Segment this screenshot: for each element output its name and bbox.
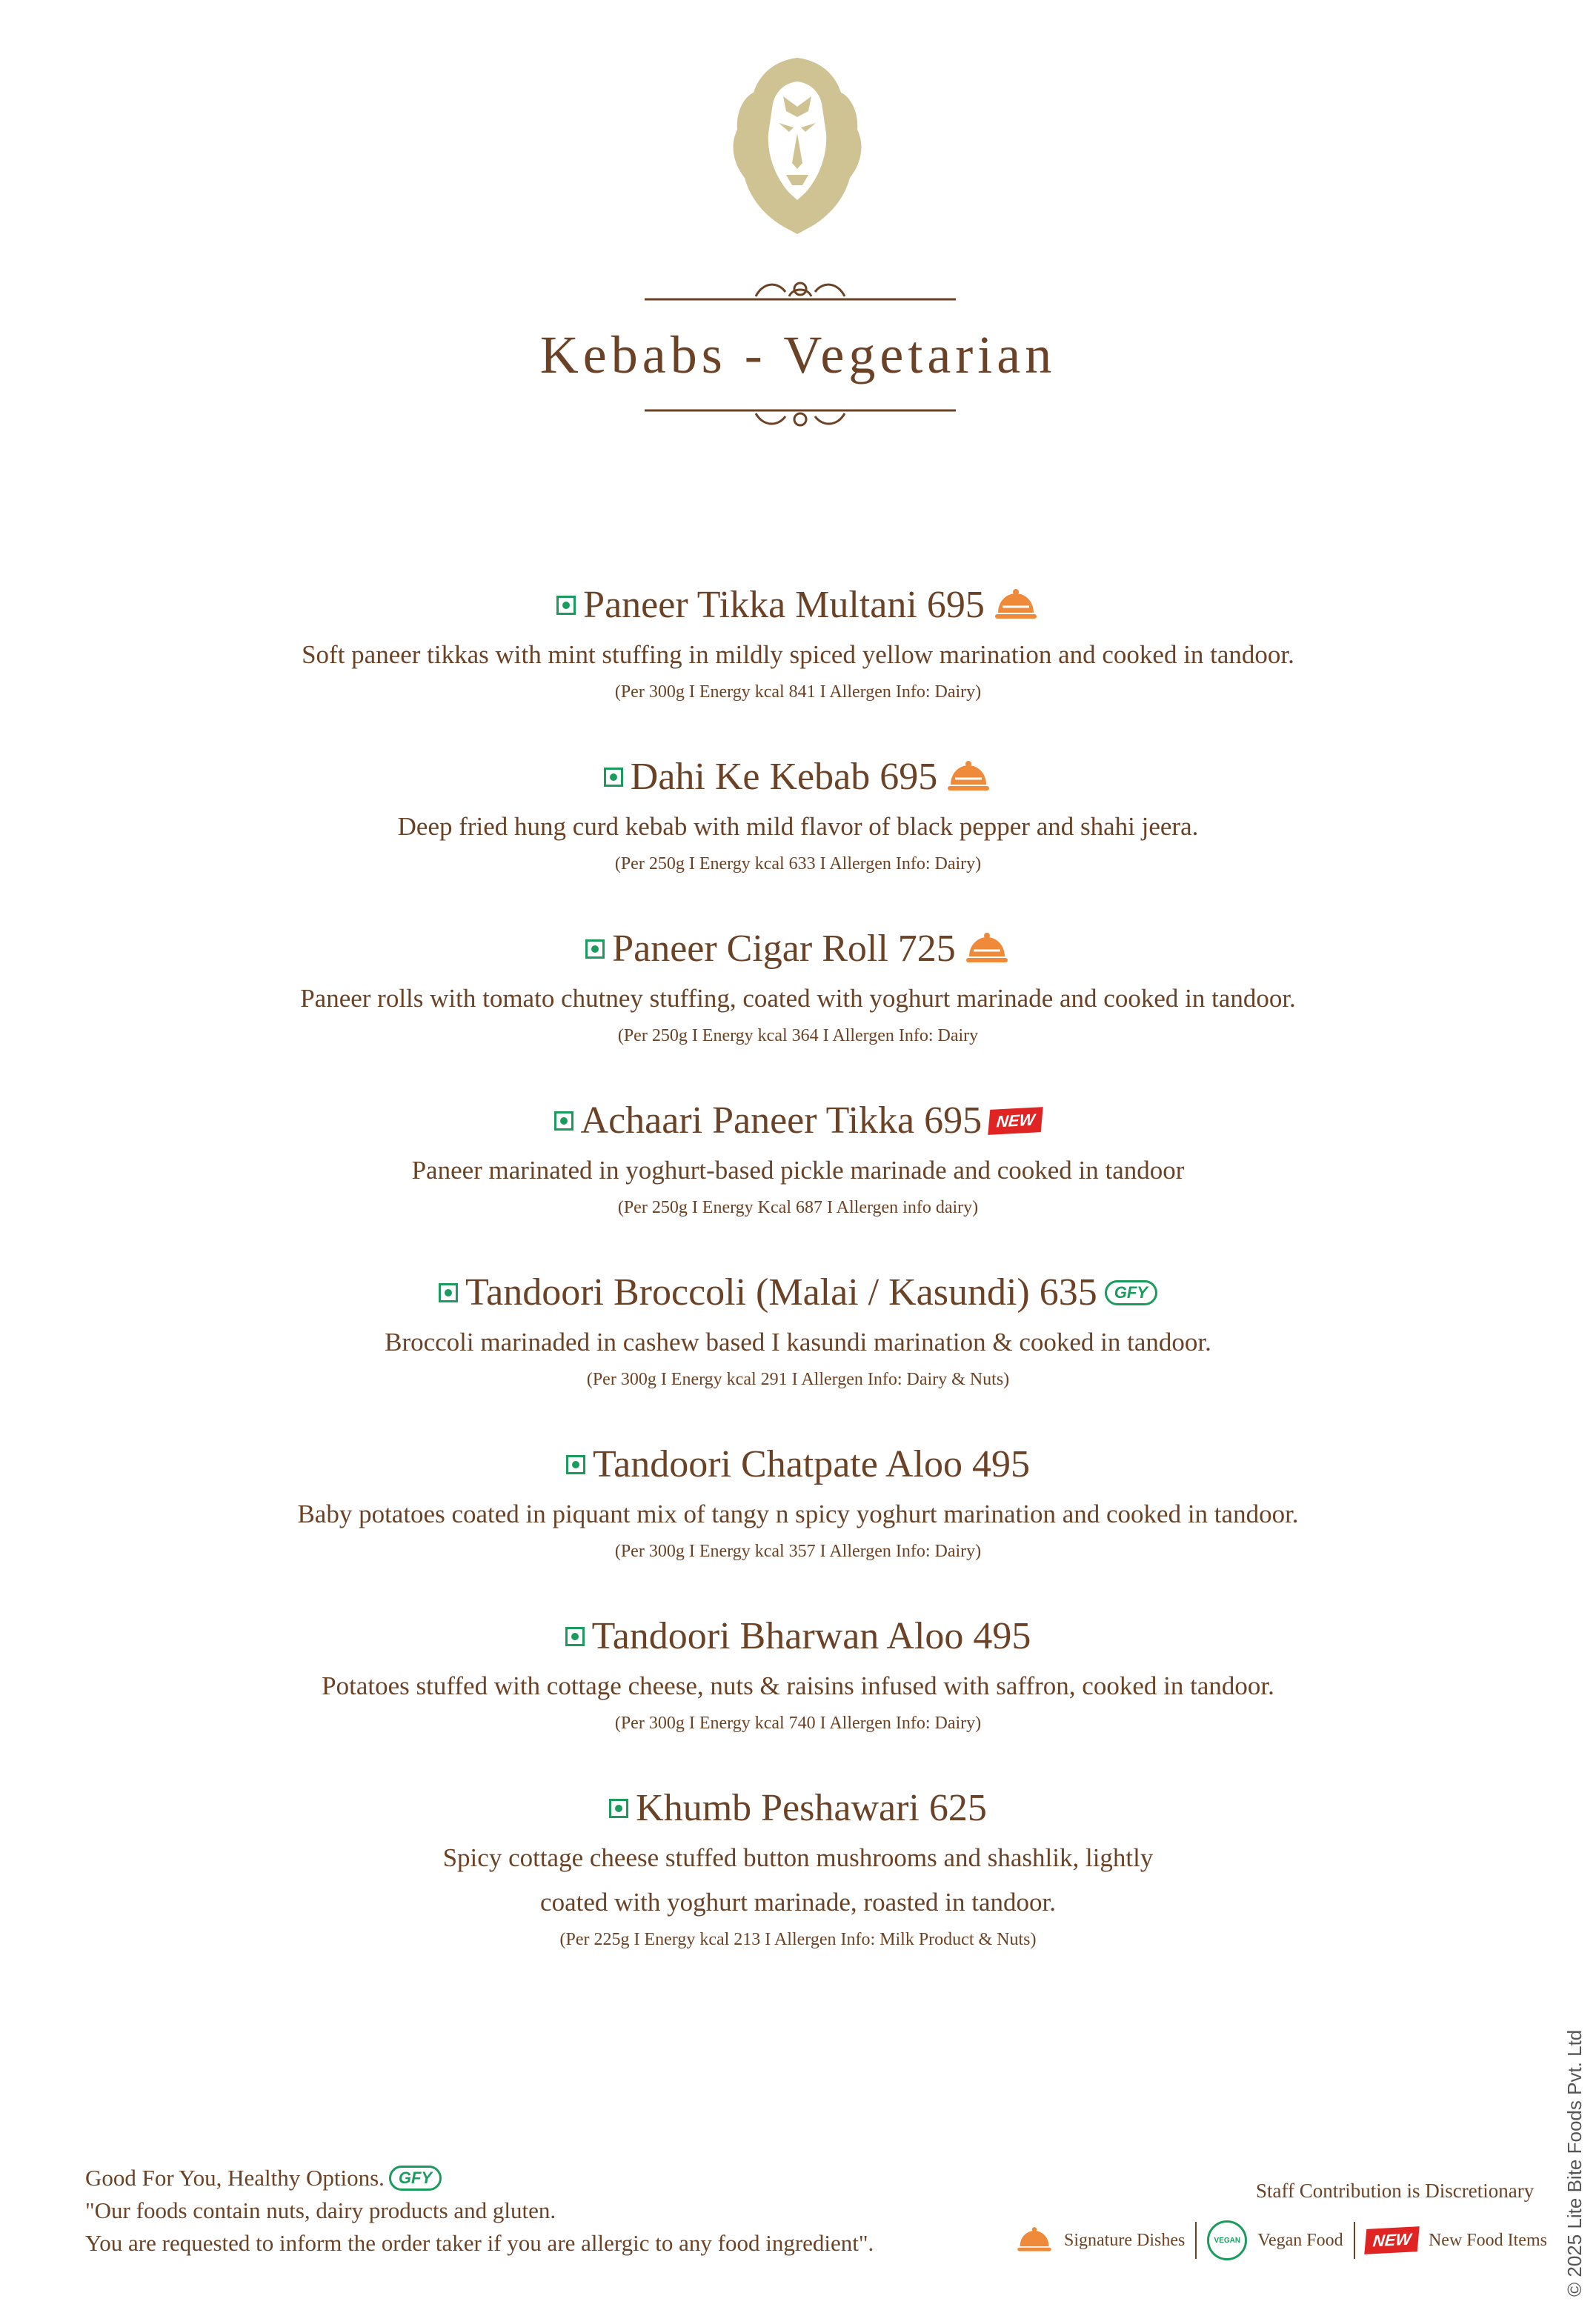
allergen-note-line1: "Our foods contain nuts, dairy products and gluten. (85, 2197, 556, 2223)
page-title: Kebabs - Vegetarian (539, 325, 1057, 385)
staff-contribution-note: Staff Contribution is Discretionary (1256, 2180, 1535, 2202)
menu-item-header (0, 1609, 1596, 1664)
gfy-badge: GFY (1105, 1280, 1157, 1305)
cloche-icon (1015, 2226, 1054, 2255)
menu-item-header (0, 750, 1596, 805)
menu-item-nutrition: (Per 300g I Energy kcal 841 I Allergen Info: Dairy) (614, 682, 982, 702)
new-badge: NEW (1364, 2226, 1420, 2254)
menu-item-description: Deep fried hung curd kebab with mild flavor of black pepper and shahi jeera. (397, 812, 1199, 841)
menu-item-header (0, 1265, 1596, 1320)
menu-item-name: Tandoori Chatpate Aloo 495 (593, 1443, 1030, 1485)
gfy-note: Good For You, Healthy Options. (85, 2165, 385, 2191)
menu-item-nutrition: (Per 250g I Energy kcal 364 I Allergen Info: Dairy (617, 1026, 979, 1045)
legend-separator (1354, 2222, 1355, 2259)
legend-signature-label: Signature Dishes (1064, 2230, 1186, 2250)
menu-item-nutrition: (Per 250g I Energy kcal 633 I Allergen Info: Dairy) (614, 854, 982, 873)
cloche-icon (992, 588, 1040, 623)
menu-item-description-line2: coated with yoghurt marinade, roasted in tandoor. (540, 1888, 1056, 1917)
veg-mark-icon (565, 1627, 585, 1646)
menu-item-name: Achaari Paneer Tikka 695 (580, 1099, 982, 1142)
menu-item-description: Soft paneer tikkas with mint stuffing in mildly spiced yellow marination and cooked in tandoor. (302, 640, 1294, 669)
lion-head-logo (715, 52, 880, 237)
legend-vegan-label: Vegan Food (1257, 2230, 1343, 2250)
menu-item-name: Paneer Tikka Multani 695 (583, 584, 985, 626)
veg-mark-icon (439, 1283, 458, 1302)
veg-mark-icon (609, 1799, 628, 1818)
menu-item (0, 578, 1596, 750)
menu-item-header (0, 1781, 1596, 1836)
allergen-note-line2: You are requested to inform the order taker if you are allergic to any food ingredient". (85, 2230, 874, 2256)
menu-item-header (0, 1437, 1596, 1492)
menu-item-description: Paneer rolls with tomato chutney stuffing, coated with yoghurt marinade and cooked in tandoor. (300, 984, 1296, 1013)
menu-item-name: Paneer Cigar Roll 725 (612, 928, 956, 970)
menu-item-description: Baby potatoes coated in piquant mix of tangy n spicy yoghurt marination and cooked in tandoor. (297, 1499, 1299, 1528)
veg-mark-icon (566, 1455, 585, 1474)
gfy-badge: GFY (389, 2166, 442, 2191)
menu-item (0, 1094, 1596, 1265)
legend-separator (1195, 2222, 1197, 2259)
veg-mark-icon (554, 1111, 573, 1131)
menu-items (0, 578, 1596, 2003)
copyright-notice: © 2025 Lite Bite Foods Pvt. Ltd (1563, 2029, 1586, 2297)
menu-item (0, 1437, 1596, 1609)
menu-item-nutrition: (Per 300g I Energy kcal 740 I Allergen Info: Dairy) (614, 1714, 982, 1733)
menu-item-nutrition: (Per 225g I Energy kcal 213 I Allergen Info: Milk Product & Nuts) (559, 1930, 1037, 1949)
ornamental-divider-bottom (645, 400, 956, 430)
veg-mark-icon (585, 939, 605, 959)
cloche-icon (945, 759, 992, 795)
cloche-icon (963, 931, 1011, 967)
new-badge: NEW (988, 1107, 1043, 1135)
menu-item (0, 1265, 1596, 1437)
menu-item-description: Potatoes stuffed with cottage cheese, nuts & raisins infused with saffron, cooked in tandoor. (322, 1671, 1274, 1700)
menu-item-nutrition: (Per 250g I Energy Kcal 687 I Allergen info dairy) (617, 1198, 979, 1217)
ornamental-divider-top (645, 277, 956, 307)
menu-item-header (0, 1094, 1596, 1148)
menu-item-name: Tandoori Bharwan Aloo 495 (591, 1615, 1031, 1657)
veg-mark-icon (556, 596, 576, 615)
menu-item-name: Dahi Ke Kebab 695 (630, 756, 938, 798)
menu-item (0, 1781, 1596, 2003)
menu-item-description: Spicy cottage cheese stuffed button mushrooms and shashlik, lightly (442, 1843, 1154, 1872)
menu-item-name: Khumb Peshawari 625 (636, 1787, 987, 1829)
menu-item-name: Tandoori Broccoli (Malai / Kasundi) 635 (465, 1271, 1097, 1314)
menu-item-header (0, 922, 1596, 976)
veg-mark-icon (604, 768, 623, 787)
menu-item-description: Paneer marinated in yoghurt-based pickle marinade and cooked in tandoor (411, 1156, 1185, 1185)
menu-item-header (0, 578, 1596, 633)
menu-item-nutrition: (Per 300g I Energy kcal 291 I Allergen Info: Dairy & Nuts) (586, 1370, 1010, 1389)
vegan-icon: VEGAN (1207, 2220, 1247, 2260)
legend-new-label: New Food Items (1428, 2230, 1547, 2250)
menu-item (0, 922, 1596, 1094)
menu-item-description: Broccoli marinaded in cashew based I kasundi marination & cooked in tandoor. (385, 1328, 1211, 1357)
legend (1015, 2218, 1547, 2263)
menu-item-nutrition: (Per 300g I Energy kcal 357 I Allergen Info: Dairy) (614, 1542, 982, 1561)
menu-item (0, 1609, 1596, 1781)
footer-notes (85, 2162, 874, 2260)
menu-item (0, 750, 1596, 922)
